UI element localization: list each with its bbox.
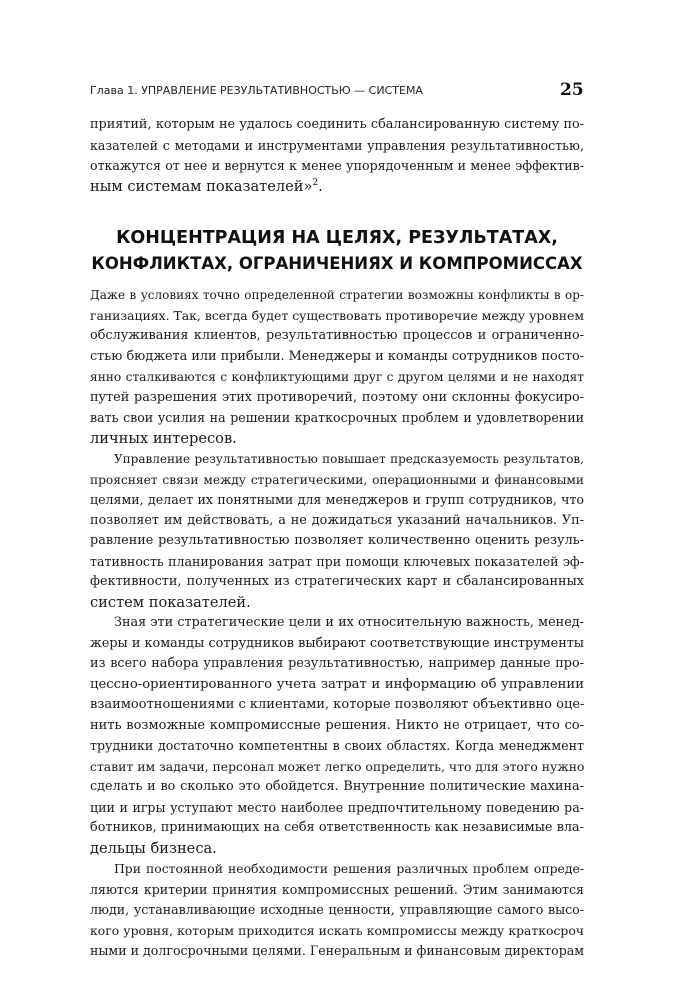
text-line: сделать и во сколько это обойдется. Внутренние политические махина-	[90, 779, 584, 794]
text-line-content: ным системам показателей»	[90, 177, 313, 195]
text-line: из всего набора управления результативностью, например данные про-	[90, 656, 584, 671]
text-line: откажутся от нее и вернутся к менее упорядоченным и менее эффектив-	[90, 158, 584, 173]
text-line: ляются критерии принятия компромиссных решений. Этим занимаются	[90, 881, 584, 897]
text-line: приятий, которым не удалось соединить сбалансированную систему по-	[90, 117, 584, 132]
text-line: позволяет им действовать, а не дожидаться указаний начальников. Уп-	[90, 512, 584, 528]
text-line: трудники достаточно компетентны в своих областях. Когда менеджмент	[90, 738, 584, 753]
text-line: дельцы бизнеса.	[90, 839, 217, 857]
text-line: тативность планирования затрат при помощи ключевых показателей эф-	[90, 553, 584, 569]
text-line: ганизациях. Так, всегда будет существовать противоречие между уровнем	[90, 307, 584, 323]
body-paragraph	[90, 285, 584, 449]
section-heading-line: КОНФЛИКТАХ, ОГРАНИЧЕНИЯХ И КОМПРОМИССАХ	[91, 254, 583, 273]
text-line: фективности, полученных из стратегических карт и сбалансированных	[90, 574, 584, 589]
body-paragraph	[90, 859, 584, 962]
text-line: нить возможные компромиссные решения. Никто не отрицает, что со-	[90, 717, 584, 733]
body-paragraph	[90, 613, 584, 859]
text-line: равление результативностью позволяет количественно оценить резуль-	[90, 533, 584, 548]
page-number: 25	[560, 80, 584, 100]
text-line: личных интересов.	[90, 429, 237, 447]
running-head: Глава 1. УПРАВЛЕНИЕ РЕЗУЛЬТАТИВНОСТЬЮ — СИСТЕМА	[90, 84, 423, 97]
section-heading-line: КОНЦЕНТРАЦИЯ НА ЦЕЛЯХ, РЕЗУЛЬТАТАХ,	[116, 228, 558, 248]
text-line: Управление результативностью повышает предсказуемость результатов,	[114, 452, 584, 466]
text-line: кого уровня, которым приходится искать компромиссы между краткосроч	[90, 922, 584, 938]
text-line: цессно-ориентированного учета затрат и информацию об управлении	[90, 676, 584, 692]
text-line: обслуживания клиентов, результативностью процессов и ограниченно-	[90, 328, 584, 343]
text-line	[90, 177, 584, 198]
text-line: ции и игры уступают место наиболее предпочтительному поведению ра-	[90, 799, 584, 815]
text-line: стью бюджета или прибыли. Менеджеры и команды сотрудников посто-	[90, 348, 584, 364]
text-line: проясняет связи между стратегическими, операционными и финансовыми	[90, 472, 584, 487]
body-paragraph	[90, 449, 584, 613]
text-line: При постоянной необходимости решения различных проблем опреде-	[114, 861, 584, 876]
text-line: систем показателей.	[90, 593, 251, 611]
text-line: взаимоотношениями с клиентами, которые позволяют объективно оце-	[90, 697, 585, 712]
text-line: ботников, принимающих на себя ответственность как независимые вла-	[90, 820, 584, 835]
text-line: янно сталкиваются с конфликтующими друг с другом целями и не находят	[90, 370, 584, 384]
text-line-end: .	[318, 177, 323, 195]
text-line: казателей с методами и инструментами управления результативностью,	[90, 137, 584, 153]
text-line: вать свои усилия на решении краткосрочных проблем и удовлетворении	[90, 410, 584, 425]
text-line: Зная эти стратегические цели и их относительную важность, менед-	[114, 615, 584, 630]
text-line: ными и долгосрочными целями. Генеральным и финансовым директорам	[90, 943, 585, 958]
text-line: Даже в условиях точно определенной стратегии возможны конфликты в ор-	[90, 288, 584, 302]
section-heading	[90, 226, 584, 276]
text-line: путей разрешения этих противоречий, поэтому они склонны фокусиро-	[90, 389, 584, 405]
text-line: жеры и команды сотрудников выбирают соответствующие инструменты	[90, 635, 584, 651]
text-line: целями, делает их понятными для менеджеров и групп сотрудников, что	[90, 492, 584, 507]
intro-paragraph	[90, 115, 584, 197]
text-line: люди, устанавливающие исходные ценности, управляющие самого высо-	[90, 902, 584, 917]
text-line: ставит им задачи, персонал может легко определить, что для этого нужно	[90, 758, 585, 774]
footnote-reference: 2	[312, 177, 319, 188]
